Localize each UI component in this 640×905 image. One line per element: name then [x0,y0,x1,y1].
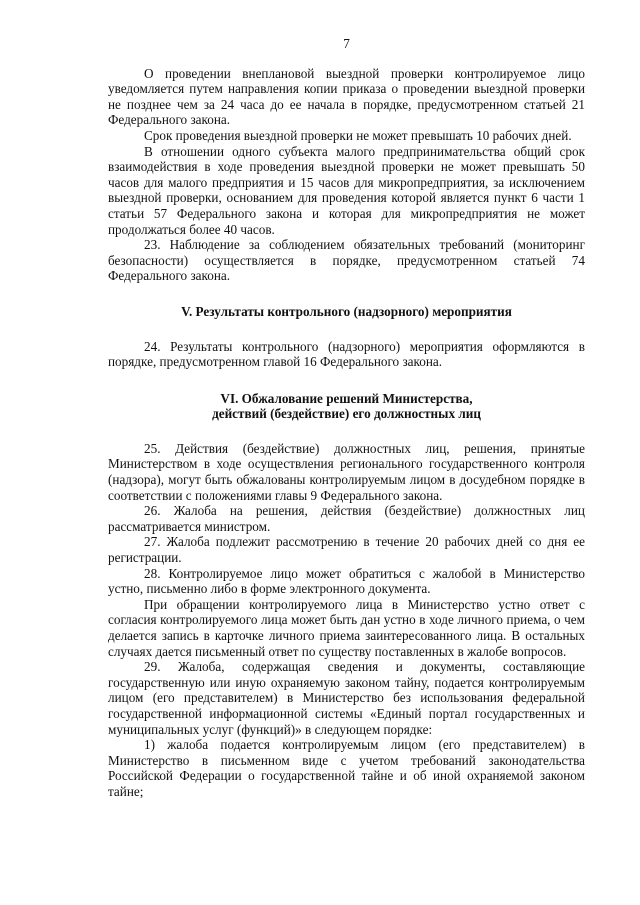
paragraph-27: 27. Жалоба подлежит рассмотрению в течение 20 рабочих дней со дня ее регистрации. [108,534,585,566]
paragraph-unscheduled-inspection-notice: О проведении внеплановой выездной проверки контролируемое лицо уведомляется путем направления копии приказа о проведении выездной проверки не позднее чем за 24 часа до ее начала в порядке, предусмотренном статьей 21 Федерального закона. [108,65,585,128]
paragraph-24: 24. Результаты контрольного (надзорного) мероприятия оформляются в порядке, предусмотренном главой 16 Федерального закона. [108,338,585,370]
section-6-heading-line-2: действий (бездействие) его должностных лиц [212,406,481,422]
paragraph-inspection-duration: Срок проведения выездной проверки не может превышать 10 рабочих дней. [144,127,572,143]
paragraph-29-item-1: 1) жалоба подается контролируемым лицом (его представителем) в Министерство в письменном виде с учетом требований законодательства Российской Федерации о государственной тайне и об иной охраняемой законом тайне; [108,737,585,799]
section-5-heading: V. Результаты контрольного (надзорного) мероприятия [181,303,512,319]
page-number: 7 [343,36,350,51]
paragraph-25: 25. Действия (бездействие) должностных лиц, решения, принятые Министерством в ходе осуществления регионального государственного контроля (надзора), могут быть обжалованы контролируемым лицом в досудебном порядке в соответствии с положениями главы 9 Федерального закона. [108,440,585,503]
section-6-heading-line-1: VI. Обжалование решений Министерства, [220,390,473,406]
section-6-heading [108,391,585,422]
paragraph-28: 28. Контролируемое лицо может обратиться с жалобой в Министерство устно, письменно либо в форме электронного документа. [108,565,585,597]
paragraph-oral-appeal: При обращении контролируемого лица в Министерство устно ответ с согласия контролируемого лица может быть дан устно в ходе личного приема, о чем делается запись в карточке личного приема заинтересованного лица. В остальных случаях дается письменный ответ по существу поставленных в жалобе вопросов. [108,596,585,659]
paragraph-small-business-limit: В отношении одного субъекта малого предпринимательства общий срок взаимодействия в ходе проведения выездной проверки не может превышать 50 часов для малого предприятия и 15 часов для микропредприятия, за исключением выездной проверки, основанием для проведения которой является пункт 6 части 1 статьи 57 Федерального закона и которая для микропредприятия не может продолжаться более 40 часов. [108,143,585,237]
paragraph-23: 23. Наблюдение за соблюдением обязательных требований (мониторинг безопасности) осуществляется в порядке, предусмотренном статьей 74 Федерального закона. [108,237,585,284]
paragraph-29: 29. Жалоба, содержащая сведения и документы, составляющие государственную или иную охраняемую законом тайну, подается контролируемым лицом (его представителем) в Министерство без использования федеральной государственной информационной системы «Единый портал государственных и муниципальных услуг (функций)» в следующем порядке: [108,659,585,737]
paragraph-26: 26. Жалоба на решения, действия (бездействие) должностных лиц рассматривается министром. [108,503,585,534]
